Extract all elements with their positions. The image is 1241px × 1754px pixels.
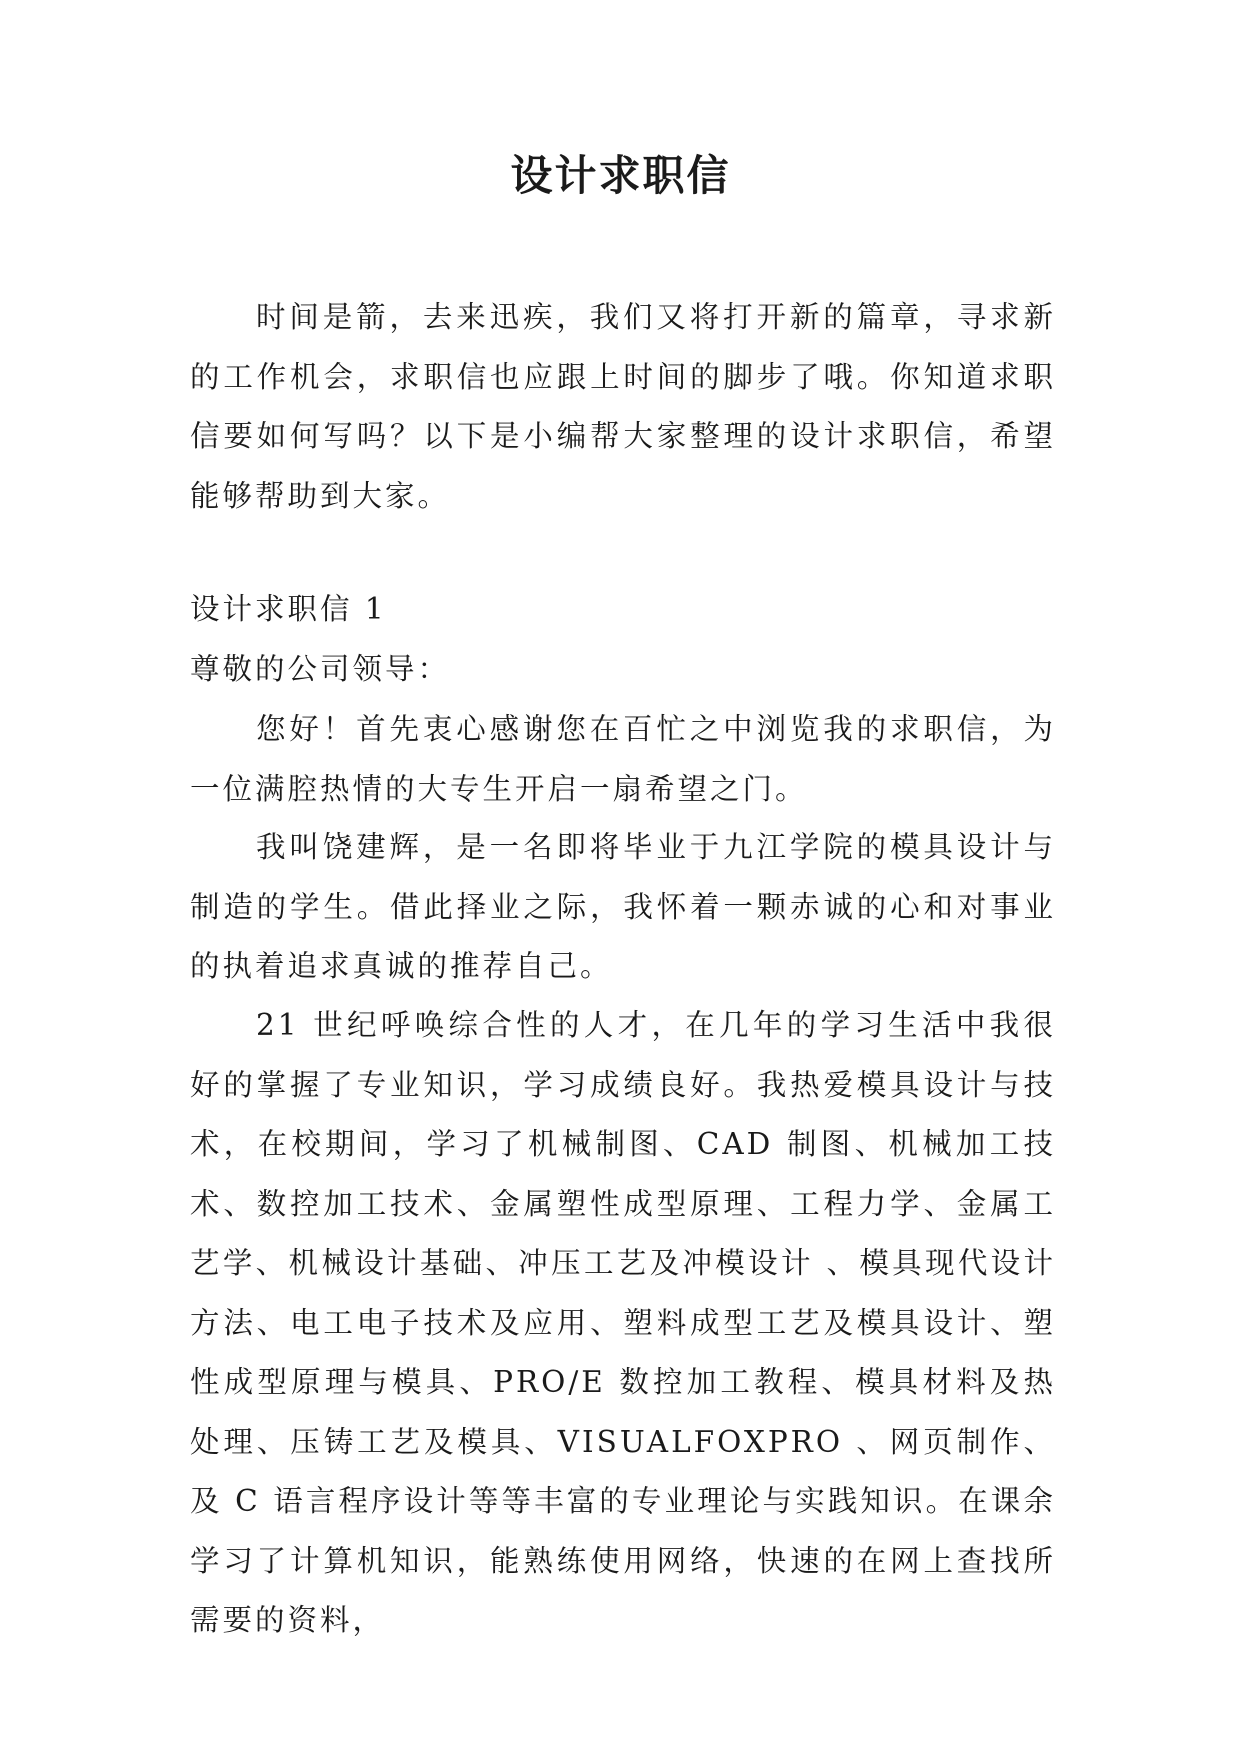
salutation: 尊敬的公司领导： [190, 652, 451, 686]
intro-paragraph: 时间是箭，去来迅疾，我们又将打开新的篇章，寻求新的工作机会，求职信也应跟上时间的脚步了哦。你知道求职信要如何写吗？以下是小编帮大家整理的设计求职信，希望能够帮助到大家。 [190, 300, 1056, 513]
section-heading: 设计求职信 1 [190, 592, 387, 626]
letter-paragraph-greeting: 您好！首先衷心感谢您在百忙之中浏览我的求职信，为一位满腔热情的大专生开启一扇希望之门。 [190, 712, 1056, 806]
letter-paragraph-education: 21 世纪呼唤综合性的人才，在几年的学习生活中我很好的掌握了专业知识，学习成绩良好。我热爱模具设计与技术，在校期间，学习了机械制图、CAD 制图、机械加工技术、数控加工技术、金属塑性成型原理、工程力学、金属工艺学、机械设计基础、冲压工艺及冲模设计 、模具现代设计方法、电工电子技术及应用、塑料成型工艺及模具设计、塑性成型原理与模具、PRO/E 数控加工教程、模具材料及热处理、压铸工艺及模具、VISUALFOXPRO 、网页制作、及 C 语言程序设计等等丰富的专业理论与实践知识。在课余学习了计算机知识，能熟练使用网络，快速的在网上查找所需要的资料， [190, 1008, 1056, 1637]
letter-paragraph-introduction: 我叫饶建辉，是一名即将毕业于九江学院的模具设计与制造的学生。借此择业之际，我怀着一颗赤诚的心和对事业的执着追求真诚的推荐自己。 [190, 830, 1056, 983]
document-title: 设计求职信 [510, 151, 731, 200]
